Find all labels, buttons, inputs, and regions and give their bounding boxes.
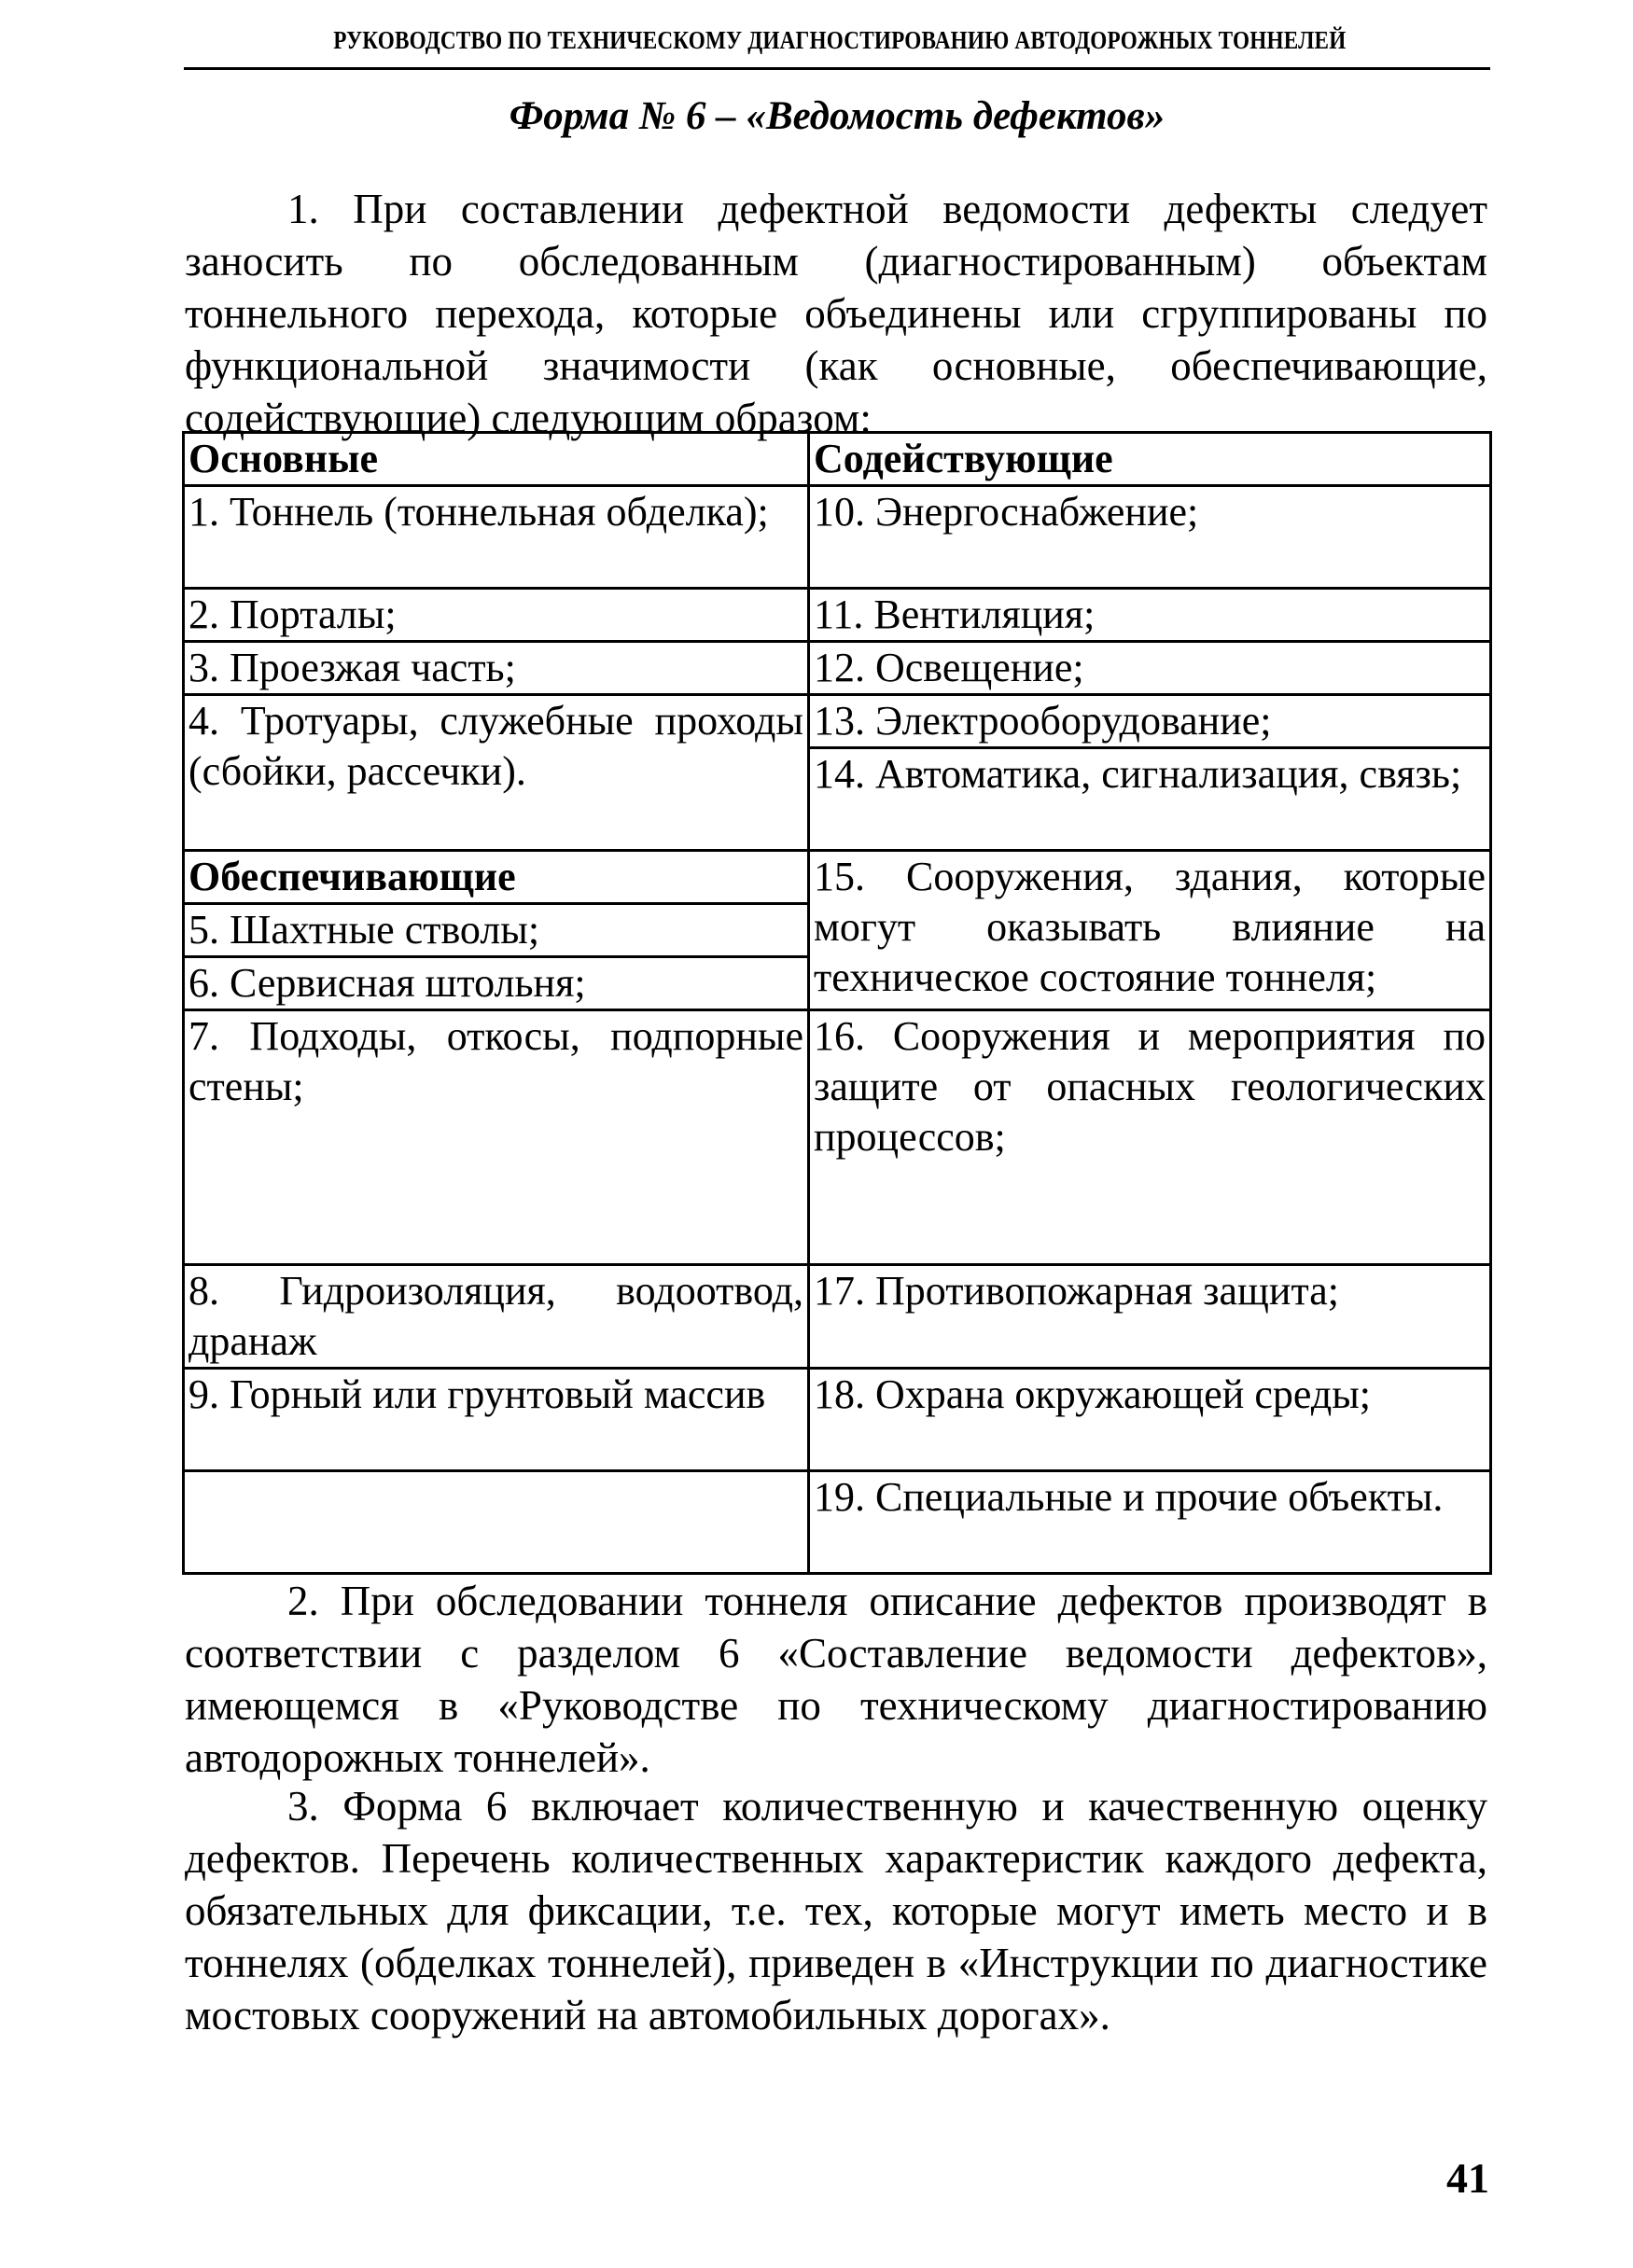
page-number: 41 xyxy=(1446,2154,1489,2202)
table-header-providing: Обеспечивающие xyxy=(184,851,809,904)
table-cell: 2. Порталы; xyxy=(184,589,809,642)
table-cell: 4. Тротуары, служебные проходы (сбойки, рассечки). xyxy=(184,695,809,851)
table-header-main: Основные xyxy=(184,433,809,486)
table-cell: 7. Подходы, откосы, подпорные стены; xyxy=(184,1010,809,1265)
table-row xyxy=(184,1471,1491,1574)
table-row xyxy=(184,433,1491,486)
table-header-supporting: Содействующие xyxy=(809,433,1491,486)
table-cell: 19. Специальные и прочие объекты. xyxy=(809,1471,1491,1574)
table-cell: 11. Вентиляция; xyxy=(809,589,1491,642)
table-cell: 16. Сооружения и мероприятия по защите от опасных геологических процессов; xyxy=(809,1010,1491,1265)
table-cell: 5. Шахтные стволы; xyxy=(184,904,809,957)
running-header: РУКОВОДСТВО ПО ТЕХНИЧЕСКОМУ ДИАГНОСТИРОВАНИЮ АВТОДОРОЖНЫХ ТОННЕЛЕЙ xyxy=(333,26,1347,54)
table-cell: 18. Охрана окружающей среды; xyxy=(809,1369,1491,1471)
table-cell: 9. Горный или грунтовый массив xyxy=(184,1369,809,1471)
paragraph-1: 1. При составлении дефектной ведомости дефекты следует заносить по обследованным (диагностированным) объектам тоннельного перехода, которые объединены или сгруппированы по функциональной значимости (как основные, обеспечивающие, содействующие) следующим образом: xyxy=(185,186,1487,441)
table-cell: 1. Тоннель (тоннельная обделка); xyxy=(184,486,809,589)
table-row xyxy=(184,695,1491,748)
table-cell-empty xyxy=(184,1471,809,1574)
table-cell: 8. Гидроизоляция, водоотвод, дранаж xyxy=(184,1265,809,1369)
table-cell: 15. Сооружения, здания, которые могут оказывать влияние на техническое состояние тоннеля; xyxy=(809,851,1491,1010)
table-row xyxy=(184,1010,1491,1265)
table-cell: 13. Электрооборудование; xyxy=(809,695,1491,748)
paragraph-2: 2. При обследовании тоннеля описание дефектов производят в соответствии с разделом 6 «Составление ведомости дефектов», имеющемся в «Руководстве по техническому диагностированию автодорожных тоннелей». xyxy=(185,1578,1487,1781)
form-title: Форма № 6 – «Ведомость дефектов» xyxy=(509,94,1165,138)
table-row xyxy=(184,589,1491,642)
header-rule xyxy=(184,67,1490,70)
table-row xyxy=(184,1265,1491,1369)
table-row xyxy=(184,851,1491,904)
table-cell: 10. Энергоснабжение; xyxy=(809,486,1491,589)
paragraph-3: 3. Форма 6 включает количественную и качественную оценку дефектов. Перечень количественных характеристик каждого дефекта, обязательных для фиксации, т.е. тех, которые могут иметь место и в тоннелях (обделках тоннелей), приведен в «Инструкции по диагностике мостовых сооружений на автомобильных дорогах». xyxy=(185,1783,1487,2038)
table-row xyxy=(184,486,1491,589)
table-cell: 17. Противопожарная защита; xyxy=(809,1265,1491,1369)
table-cell: 6. Сервисная штольня; xyxy=(184,957,809,1010)
table-cell: 12. Освещение; xyxy=(809,642,1491,695)
table-row xyxy=(184,642,1491,695)
table-row xyxy=(184,1369,1491,1471)
table-cell: 3. Проезжая часть; xyxy=(184,642,809,695)
objects-table xyxy=(182,431,1492,1575)
table-cell: 14. Автоматика, сигнализация, связь; xyxy=(809,748,1491,851)
